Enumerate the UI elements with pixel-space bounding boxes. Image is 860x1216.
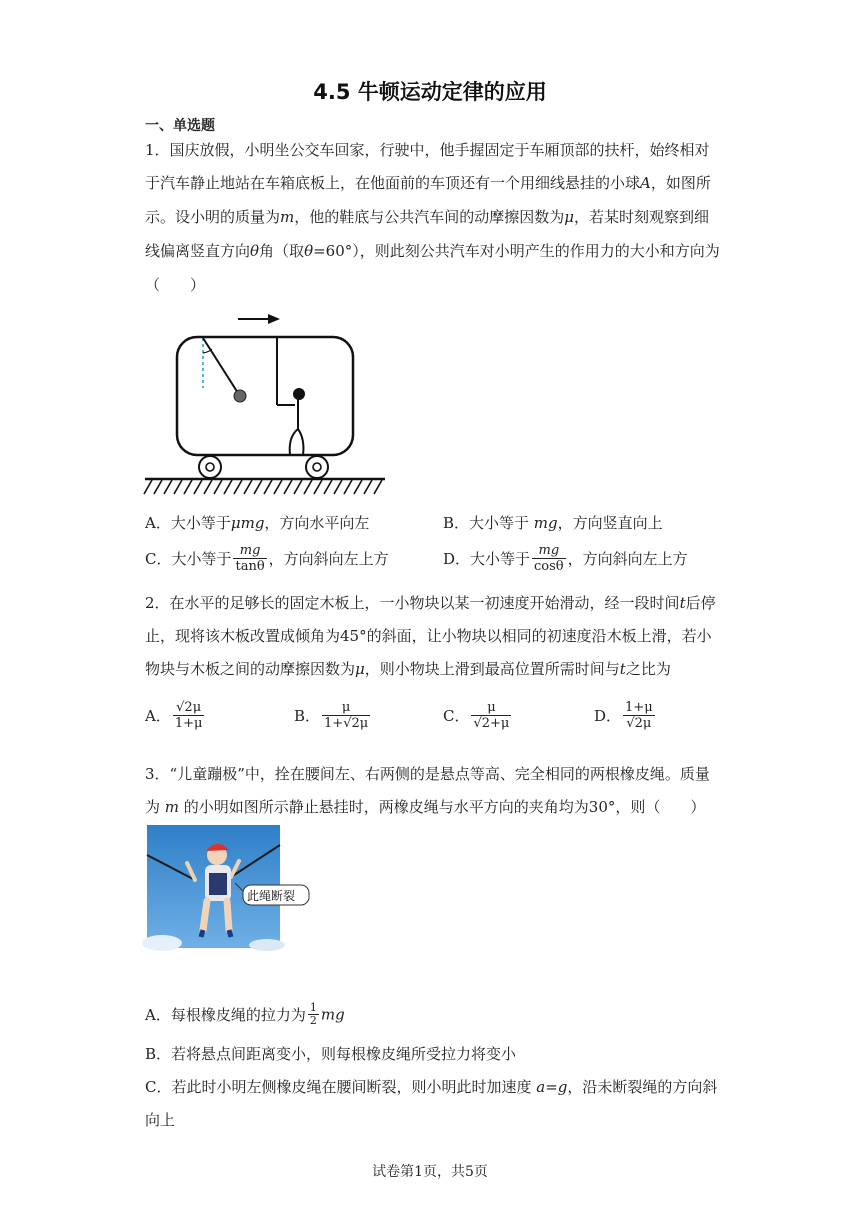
photo-callout-label: 此绳断裂 xyxy=(247,889,296,903)
handrail-and-person xyxy=(277,337,305,455)
q2-line3: 物块与木板之间的动摩擦因数为μ，则小物块上滑到最高位置所需时间与t之比为 xyxy=(145,660,671,678)
q1-option-b: B．大小等于 mg，方向竖直向上 xyxy=(443,514,663,532)
right-wheel xyxy=(306,456,328,478)
q3-line2: 为 m 的小明如图所示静止悬挂时，两橡皮绳与水平方向的夹角均为30°，则（ ） xyxy=(145,798,706,816)
q2-option-a: A． $\frac{√2\mu}{1+\mu}$ xyxy=(145,700,203,731)
hanging-ball xyxy=(234,390,246,402)
q1-line1: 1．国庆放假，小明坐公交车回家，行驶中，他手握固定于车厢顶部的扶杆，始终相对 xyxy=(145,141,710,159)
q1-option-a: A．大小等于μmg，方向水平向左 xyxy=(145,514,370,532)
q1-line2: 于汽车静止地站在车箱底板上，在他面前的车顶还有一个用细线悬挂的小球A，如图所 xyxy=(145,174,711,192)
page-footer: 试卷第1页，共5页 xyxy=(372,1164,488,1180)
bus-body xyxy=(177,337,353,455)
bus-diagram xyxy=(140,305,390,500)
q1-line4: 线偏离竖直方向θ角（取θ=60°），则此刻公共汽车对小明产生的作用力的大小和方向为 xyxy=(145,242,720,260)
q2-line1: 2．在水平的足够长的固定木板上，一小物块以某一初速度开始滑动，经一段时间t后停 xyxy=(145,594,716,612)
section-heading: 一、单选题 xyxy=(145,118,215,134)
q2-option-b: B． $\frac{\mu}{1+√2\mu}$ xyxy=(294,700,369,731)
q2-option-c: C． $\frac{\mu}{√2+\mu}$ xyxy=(443,700,510,731)
q3-option-c-continued: 向上 xyxy=(145,1111,176,1129)
q2-option-d: D． $\frac{1+\mu}{√2\mu}$ xyxy=(594,700,653,731)
q1-option-d: D．大小等于 $\frac{mg}{\cos\theta}$ ，方向斜向左上方 xyxy=(443,543,688,574)
ground-hatching xyxy=(144,479,385,494)
q3-option-a: A．每根橡皮绳的拉力为 $\frac{1}{2}$ mg xyxy=(145,1001,345,1027)
page-title: 4.5 牛顿运动定律的应用 xyxy=(313,80,547,104)
q1-line3: 示。设小明的质量为m，他的鞋底与公共汽车间的动摩擦因数为μ，若某时刻观察到细 xyxy=(145,208,710,226)
q3-line1: 3．“儿童蹦极”中，拴在腰间左、右两侧的是悬点等高、完全相同的两根橡皮绳。质量 xyxy=(145,765,710,783)
left-wheel xyxy=(199,456,221,478)
motion-arrow xyxy=(238,314,280,324)
bungee-photo xyxy=(147,825,296,948)
q1-line5: （ ） xyxy=(145,276,206,294)
q3-option-b: B．若将悬点间距离变小，则每根橡皮绳所受拉力将变小 xyxy=(145,1045,517,1063)
q2-line2: 止，现将该木板改置成倾角为45°的斜面，让小物块以相同的初速度沿木板上滑，若小 xyxy=(145,627,712,645)
string-line xyxy=(203,338,238,393)
q3-option-c: C．若此时小明左侧橡皮绳在腰间断裂，则小明此时加速度 a=g，沿未断裂绳的方向斜 xyxy=(145,1078,718,1096)
q1-option-c: C．大小等于 $\frac{mg}{\tan\theta}$ ，方向斜向左上方 xyxy=(145,543,389,574)
